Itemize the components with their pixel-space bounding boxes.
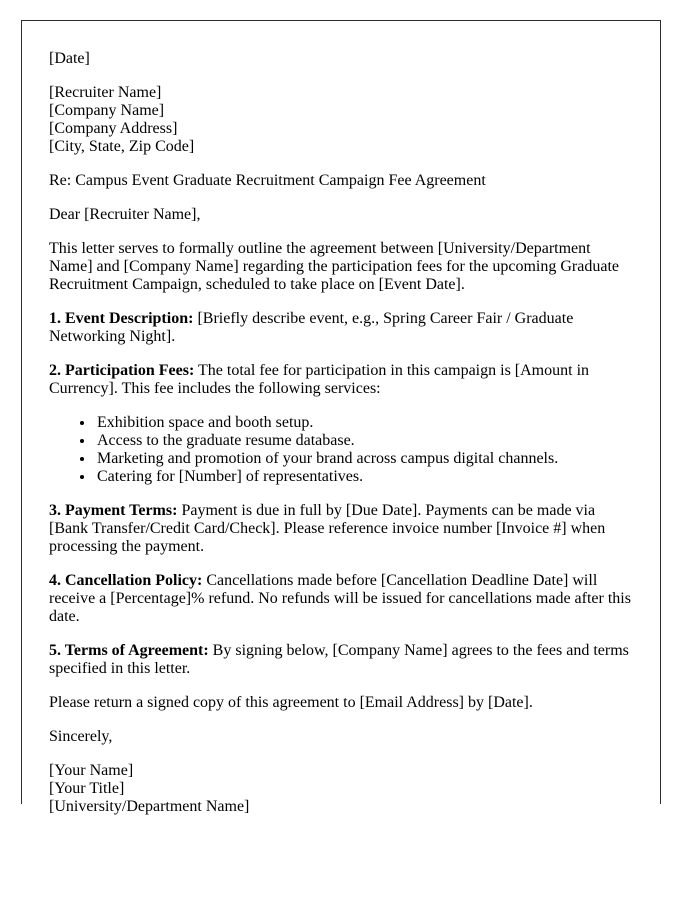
- section-cancellation-policy-label: 4. Cancellation Policy:: [49, 572, 203, 589]
- recipient-address-line: [Company Address]: [49, 120, 178, 137]
- section-payment-terms: [49, 502, 632, 556]
- signature-title-line: [Your Title]: [49, 780, 125, 797]
- section-event-description-label: 1. Event Description:: [49, 310, 194, 327]
- section-terms-of-agreement-text: By signing below, [Company Name] agrees to the fees and terms specified in this letter.: [49, 642, 629, 677]
- recipient-city-line: [City, State, Zip Code]: [49, 138, 195, 155]
- service-item-catering: • Catering for [Number] of representatives.: [95, 468, 632, 486]
- section-participation-fees: [49, 362, 632, 398]
- section-participation-fees-label: 2. Participation Fees:: [49, 362, 195, 379]
- recipient-name-line: [Recruiter Name]: [49, 84, 162, 101]
- return-request-paragraph: Please return a signed copy of this agreement to [Email Address] by [Date].: [49, 694, 533, 711]
- signature-name-line: [Your Name]: [49, 762, 134, 779]
- date-line: [Date]: [49, 50, 90, 67]
- section-event-description: [49, 310, 632, 346]
- signature-block: [49, 762, 632, 816]
- section-terms-of-agreement-label: 5. Terms of Agreement:: [49, 642, 209, 659]
- service-item-exhibition: • Exhibition space and booth setup.: [95, 414, 632, 432]
- section-participation-fees-text: The total fee for participation in this campaign is [Amount in Currency]. This fee includes the following services:: [49, 362, 590, 397]
- signature-university-line: [University/Department Name]: [49, 798, 250, 815]
- intro-paragraph: This letter serves to formally outline the agreement between [University/Department Name] and [Company Name] regarding the participation fees for the upcoming Graduate Recruitment Campaign, scheduled to take place on [Event Date].: [49, 240, 620, 293]
- services-bullet-list: [49, 414, 632, 486]
- recipient-company-line: [Company Name]: [49, 102, 165, 119]
- section-cancellation-policy-text: Cancellations made before [Cancellation Deadline Date] will receive a [Percentage]% refund. No refunds will be issued for cancellations made after this date.: [49, 572, 631, 625]
- closing-line: Sincerely,: [49, 728, 113, 745]
- section-payment-terms-label: 3. Payment Terms:: [49, 502, 178, 519]
- section-cancellation-policy: [49, 572, 632, 626]
- section-event-description-text: [Briefly describe event, e.g., Spring Career Fair / Graduate Networking Night].: [49, 310, 574, 345]
- salutation: Dear [Recruiter Name],: [49, 206, 201, 223]
- section-terms-of-agreement: [49, 642, 632, 678]
- service-item-marketing: • Marketing and promotion of your brand across campus digital channels.: [95, 450, 632, 468]
- subject-line: Re: Campus Event Graduate Recruitment Campaign Fee Agreement: [49, 172, 486, 189]
- recipient-address-block: [49, 84, 632, 156]
- document-page: [21, 20, 661, 815]
- section-payment-terms-text: Payment is due in full by [Due Date]. Payments can be made via [Bank Transfer/Credit Card/Check]. Please reference invoice number [Invoice #] when processing the payment.: [49, 502, 606, 555]
- service-item-resume-database: • Access to the graduate resume database.: [95, 432, 632, 450]
